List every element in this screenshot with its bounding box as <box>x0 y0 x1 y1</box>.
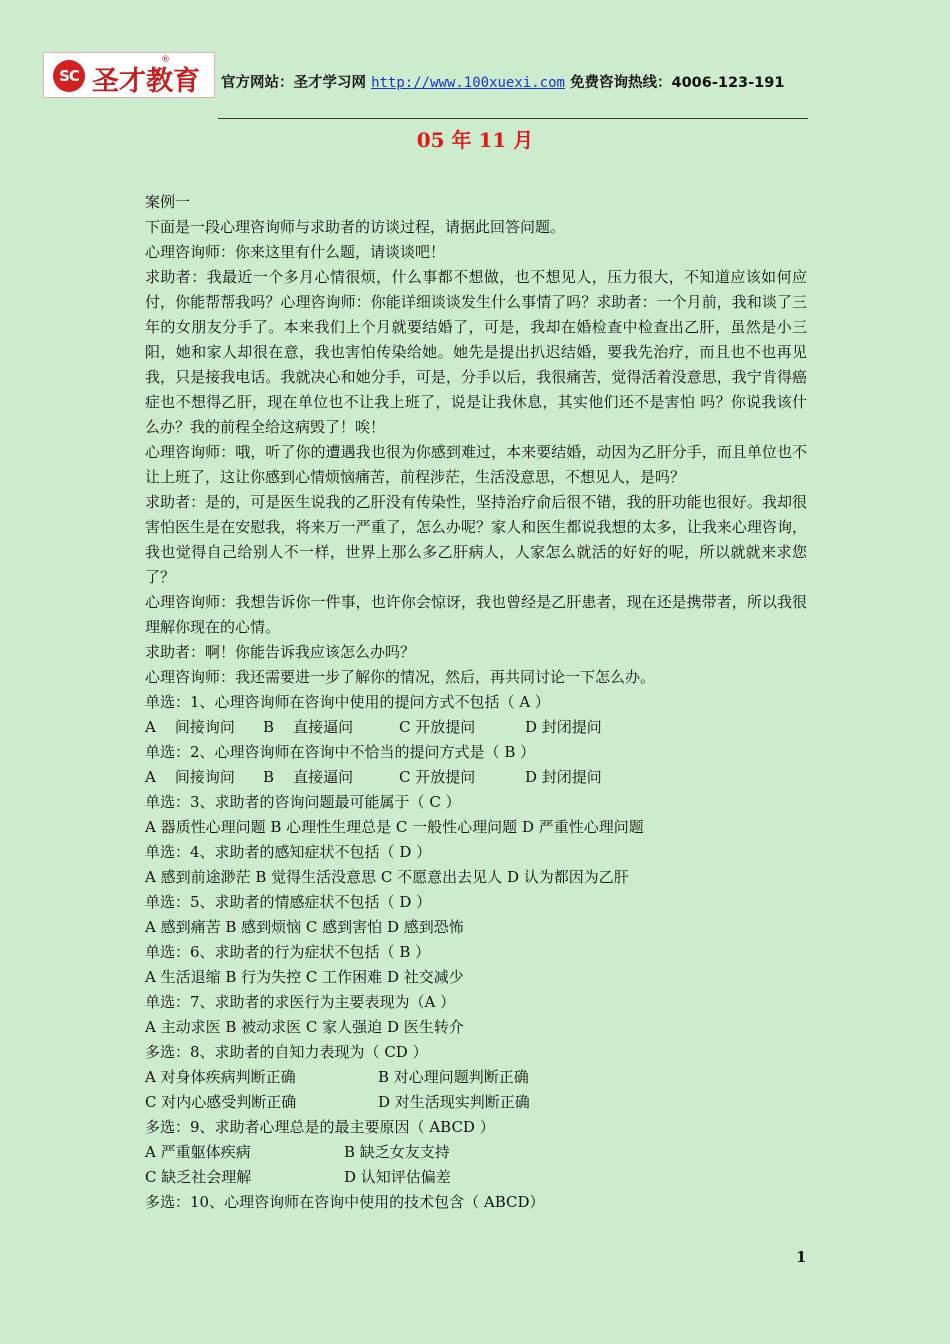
answer-options: A 器质性心理问题 B 心理性生理总是 C 一般性心理问题 D 严重性心理问题 <box>145 818 644 836</box>
answer-option: A 间接询问 <box>145 768 235 786</box>
answer-option: C 对内心感受判断正确 <box>145 1093 297 1111</box>
answer-options: A 感到痛苦 B 感到烦恼 C 感到害怕 D 感到恐怖 <box>145 918 464 936</box>
question-text: 单选：7、求助者的求医行为主要表现为（A ） <box>145 993 456 1011</box>
answer-options-row <box>145 715 807 740</box>
answer-option: A 对身体疾病判断正确 <box>145 1068 296 1086</box>
dialogue-paragraph: 求助者：是的，可是医生说我的乙肝没有传染性，坚持治疗俞后很不错，我的肝功能也很好。我却很害怕医生是在安慰我，将来万一严重了，怎么办呢？家人和医生都说我想的太多，让我来心理咨询，我也觉得自己给别人不一样，世界上那么多乙肝病人，人家怎么就活的好好的呢，所以就就来求您了？ <box>145 493 807 586</box>
question-text: 单选：5、求助者的情感症状不包括（ D ） <box>145 893 432 911</box>
answer-option: A 间接询问 <box>145 718 235 736</box>
question-text: 单选：4、求助者的感知症状不包括（ D ） <box>145 843 432 861</box>
answer-option: C 开放提问 <box>399 718 476 736</box>
answer-option: C 开放提问 <box>399 768 476 786</box>
page-number: 1 <box>796 1248 807 1266</box>
question-text: 单选：6、求助者的行为症状不包括（ B ） <box>145 943 431 961</box>
site-label: 官方网站：圣才学习网 <box>221 75 366 91</box>
answer-options-row <box>145 765 807 790</box>
site-url-link[interactable]: http://www.100xuexi.com <box>371 75 565 91</box>
answer-options-row <box>145 1090 807 1115</box>
header-info <box>221 71 784 92</box>
answer-option: B 缺乏女友支持 <box>344 1143 450 1161</box>
answer-option: B 直接逼问 <box>263 768 354 786</box>
answer-option: D 认知评估偏差 <box>344 1168 451 1186</box>
question-text: 单选：1、心理咨询师在咨询中使用的提问方式不包括（ A ） <box>145 693 550 711</box>
answer-options: A 生活退缩 B 行为失控 C 工作困难 D 社交减少 <box>145 968 464 986</box>
answer-option: D 封闭提问 <box>525 718 602 736</box>
hotline-label: 免费咨询热线：4006-123-191 <box>570 75 785 91</box>
answer-option: B 直接逼问 <box>263 718 354 736</box>
document-body <box>145 190 807 1215</box>
registered-mark: ® <box>161 55 170 65</box>
page-title: 05 年 11 月 <box>416 128 534 152</box>
answer-options-row <box>145 1165 807 1190</box>
answer-options-row <box>145 1140 807 1165</box>
question-text: 多选：10、心理咨询师在咨询中使用的技术包含（ ABCD） <box>145 1193 545 1211</box>
answer-options: A 感到前途渺茫 B 觉得生活没意思 C 不愿意出去见人 D 认为都因为乙肝 <box>145 868 629 886</box>
dialogue <box>145 240 807 690</box>
answer-option: D 封闭提问 <box>525 768 602 786</box>
answer-option: D 对生活现实判断正确 <box>378 1093 530 1111</box>
answer-option: A 严重躯体疾病 <box>145 1143 251 1161</box>
question-text: 单选：3、求助者的咨询问题最可能属于（ C ） <box>145 793 461 811</box>
dialogue-paragraph: 求助者：啊！你能告诉我应该怎么办吗？ <box>145 643 416 661</box>
logo <box>43 52 215 98</box>
dialogue-paragraph: 心理咨询师：哦，听了你的遭遇我也很为你感到难过，本来要结婚，动因为乙肝分手，而且单位也不让上班了，这让你感到心情烦恼痛苦，前程涉茫，生活没意思，不想见人，是吗？ <box>145 443 807 486</box>
logo-name: 圣才教育 <box>92 66 200 97</box>
case-label: 案例一 <box>145 193 191 211</box>
answer-options: A 主动求医 B 被动求医 C 家人强迫 D 医生转介 <box>145 1018 464 1036</box>
question-text: 多选：8、求助者的自知力表现为（ CD ） <box>145 1043 428 1061</box>
dialogue-paragraph: 求助者：我最近一个多月心情很烦，什么事都不想做，也不想见人，压力很大，不知道应该如何应付，你能帮帮我吗？心理咨询师：你能详细谈谈发生什么事情了吗？求助者：一个月前，我和谈了三年的女朋友分手了。本来我们上个月就要结婚了，可是，我却在婚检查中检查出乙肝，虽然是小三阳，她和家人却很在意，我也害怕传染给她。她先是提出扒迟结婚，要我先治疗，而且也不也再见我，只是接我电话。我就决心和她分手，可是，分手以后，我很痛苦，觉得活着没意思，我宁肯得癌症也不想得乙肝，现在单位也不让我上班了，说是让我休息，其实他们还不是害怕 吗？你说我该什么办？我的前程全给这病毁了！唉！ <box>145 268 807 436</box>
question-text: 多选：9、求助者心理总是的最主要原因（ ABCD ） <box>145 1118 495 1136</box>
dialogue-paragraph: 心理咨询师：我想告诉你一件事，也许你会惊讶，我也曾经是乙肝患者，现在还是携带者，所以我很理解你现在的心情。 <box>145 593 807 636</box>
question-text: 单选：2、心理咨询师在咨询中不恰当的提问方式是（ B ） <box>145 743 536 761</box>
question-list <box>145 690 807 1215</box>
dialogue-paragraph: 心理咨询师：我还需要进一步了解你的情况，然后，再共同讨论一下怎么办。 <box>145 668 656 686</box>
logo-badge: SC <box>53 60 85 92</box>
page-header <box>43 52 808 98</box>
answer-option: B 对心理问题判断正确 <box>378 1068 529 1086</box>
intro-text: 下面是一段心理咨询师与求助者的访谈过程，请据此回答问题。 <box>145 218 566 236</box>
header-divider <box>218 118 808 119</box>
dialogue-paragraph: 心理咨询师：你来这里有什么题，请谈谈吧！ <box>145 243 446 261</box>
answer-options-row <box>145 1065 807 1090</box>
answer-option: C 缺乏社会理解 <box>145 1168 252 1186</box>
